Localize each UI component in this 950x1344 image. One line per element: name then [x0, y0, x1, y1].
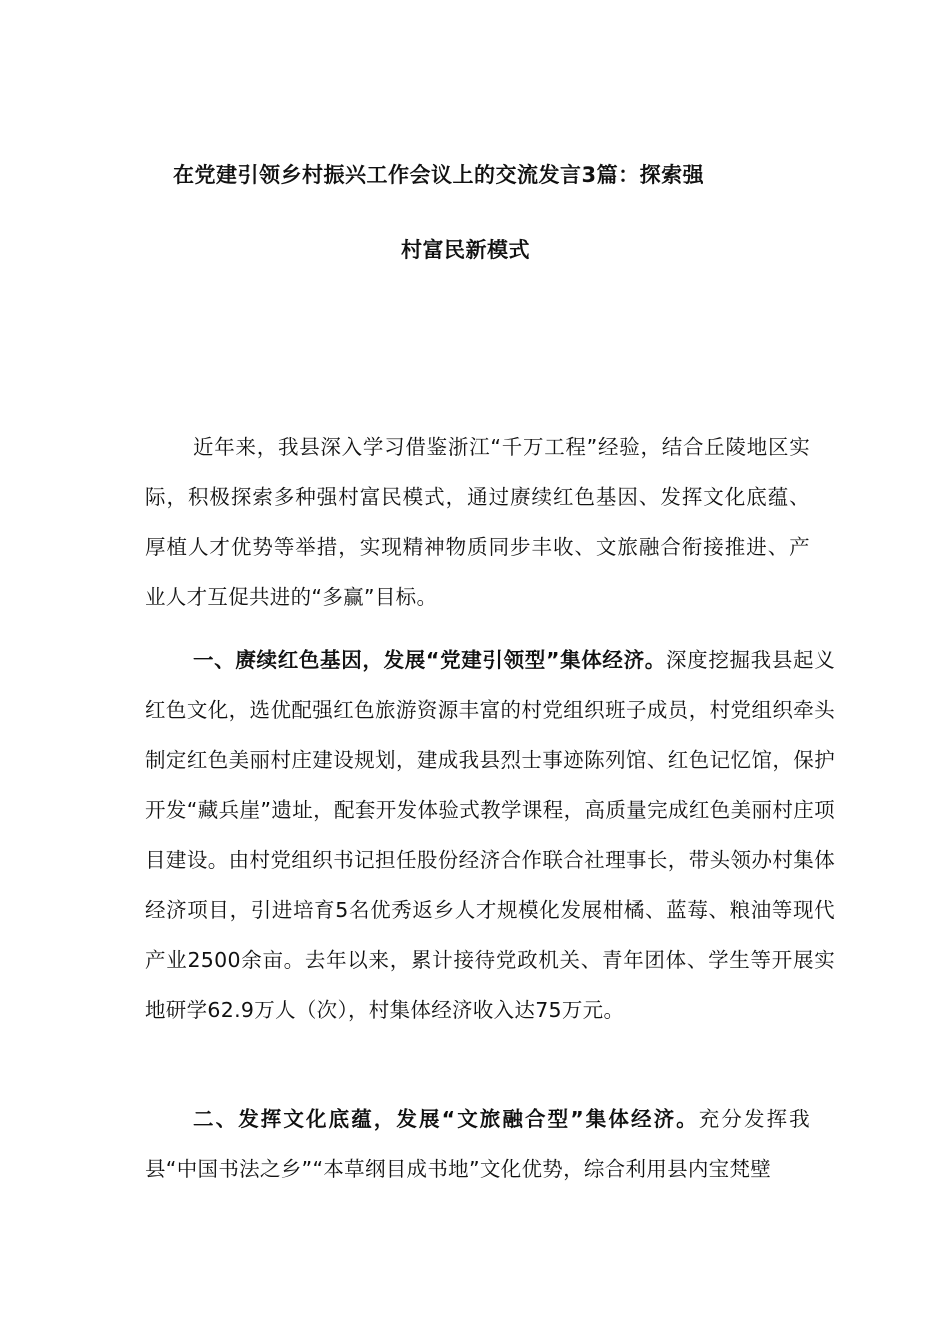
document-title-line-1: 在党建引领乡村振兴工作会议上的交流发言3篇：探索强	[173, 163, 705, 187]
paragraph-text	[145, 635, 835, 1035]
paragraph-body: 近年来，我县深入学习借鉴浙江“千万工程”经验，结合丘陵地区实际，积极探索多种强村富民模式，通过赓续红色基因、发挥文化底蕴、厚植人才优势等举措，实现精神物质同步丰收、文旅融合衔接推进、产业人才互促共进的“多赢”目标。	[145, 435, 810, 609]
paragraph-section-2	[145, 1094, 810, 1194]
paragraph-section-1	[145, 635, 835, 1035]
paragraph-text	[145, 422, 810, 622]
paragraph-text	[145, 1094, 810, 1194]
paragraph-lead: 二、发挥文化底蕴，发展“文旅融合型”集体经济。	[193, 1107, 699, 1131]
paragraph-intro	[145, 422, 810, 622]
document-title-line-2: 村富民新模式	[401, 238, 530, 262]
paragraph-body: 深度挖掘我县起义红色文化，选优配强红色旅游资源丰富的村党组织班子成员，村党组织牵头制定红色美丽村庄建设规划，建成我县烈士事迹陈列馆、红色记忆馆，保护开发“藏兵崖”遗址，配套开发体验式教学课程，高质量完成红色美丽村庄项目建设。由村党组织书记担任股份经济合作联合社理事长，带头领办村集体经济项目，引进培育5名优秀返乡人才规模化发展柑橘、蓝莓、粮油等现代产业2500余亩。去年以来，累计接待党政机关、青年团体、学生等开展实地研学62.9万人（次），村集体经济收入达75万元。	[145, 648, 835, 1022]
paragraph-body: 充分发挥我县“中国书法之乡”“本草纲目成书地”文化优势，综合利用县内宝梵壁	[145, 1107, 810, 1181]
paragraph-lead: 一、赓续红色基因，发展“党建引领型”集体经济。	[193, 648, 666, 672]
